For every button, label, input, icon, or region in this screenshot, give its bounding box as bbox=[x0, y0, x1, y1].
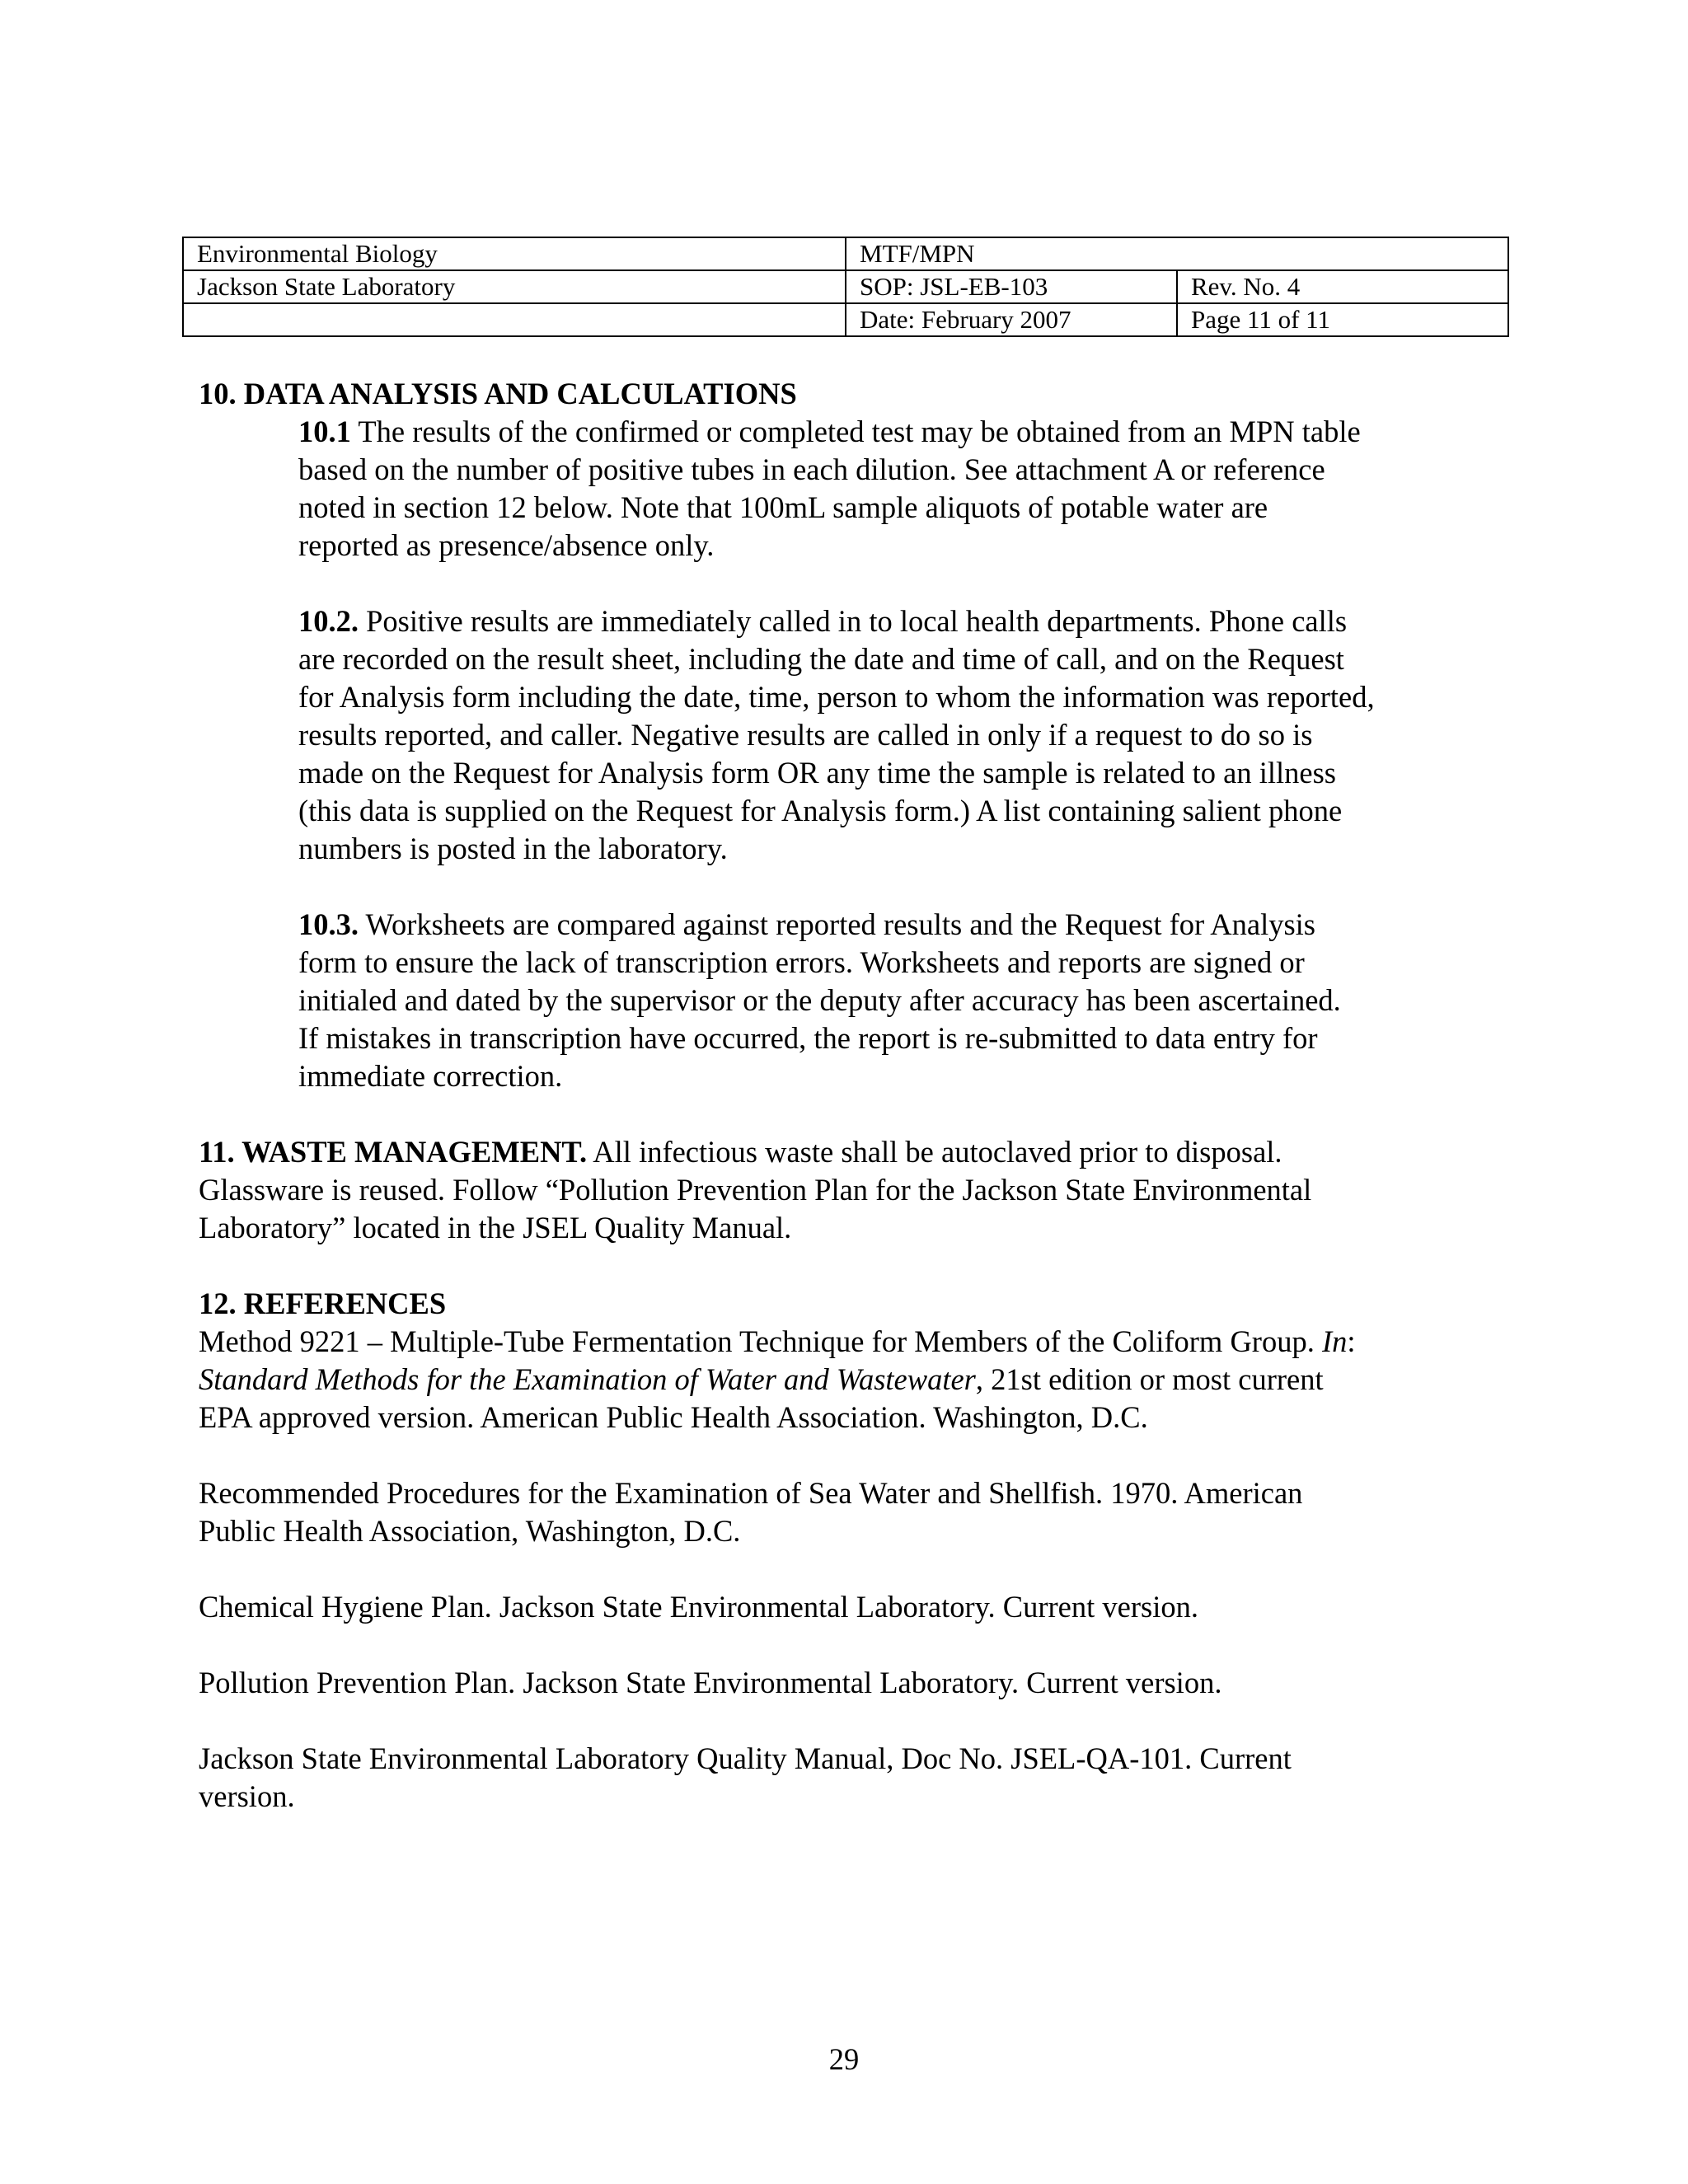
reference-3: Chemical Hygiene Plan. Jackson State Environmental Laboratory. Current version. bbox=[199, 1590, 1198, 1624]
paragraph-10-2-line-4: results reported, and caller. Negative results are called in only if a request to do so is bbox=[298, 718, 1313, 752]
paragraph-10-1 bbox=[298, 413, 1517, 565]
header-row-1 bbox=[183, 237, 1508, 270]
section-11-heading: 11. WASTE MANAGEMENT. bbox=[199, 1135, 588, 1169]
header-lab-name: Jackson State Laboratory bbox=[183, 270, 846, 303]
reference-1-colon: : bbox=[1347, 1324, 1356, 1358]
paragraph-10-3-line-2: form to ensure the lack of transcription errors. Worksheets and reports are signed or bbox=[298, 945, 1305, 979]
paragraph-10-2-line-1: Positive results are immediately called in to local health departments. Phone calls bbox=[359, 604, 1348, 638]
paragraph-10-3-line-3: initialed and dated by the supervisor or the deputy after accuracy has been ascertained. bbox=[298, 983, 1341, 1017]
reference-5-line-1: Jackson State Environmental Laboratory Quality Manual, Doc No. JSEL-QA-101. Current bbox=[199, 1741, 1292, 1775]
paragraph-10-3-line-1: Worksheets are compared against reported results and the Request for Analysis bbox=[359, 907, 1316, 941]
section-10-body bbox=[199, 413, 1517, 1095]
document-body bbox=[199, 375, 1517, 1816]
page-number: 29 bbox=[828, 2042, 860, 2076]
header-revision: Rev. No. 4 bbox=[1177, 270, 1508, 303]
reference-1-book-title: Standard Methods for the Examination of Water and Wastewater bbox=[199, 1362, 976, 1396]
paragraph-10-2-line-2: are recorded on the result sheet, including the date and time of call, and on the Request bbox=[298, 642, 1344, 676]
paragraph-10-3-line-5: immediate correction. bbox=[298, 1059, 563, 1093]
paragraph-10-1-line-4: reported as presence/absence only. bbox=[298, 528, 715, 562]
paragraph-10-3-line-4: If mistakes in transcription have occurred, the report is re-submitted to data entry for bbox=[298, 1021, 1318, 1055]
section-11-line-1: All infectious waste shall be autoclaved prior to disposal. bbox=[587, 1135, 1282, 1169]
paragraph-10-1-number: 10.1 bbox=[298, 415, 351, 448]
paragraph-10-3 bbox=[298, 906, 1517, 1095]
reference-2 bbox=[199, 1474, 1517, 1550]
reference-2-line-1: Recommended Procedures for the Examination of Sea Water and Shellfish. 1970. American bbox=[199, 1476, 1303, 1510]
reference-1-line-3: EPA approved version. American Public Health Association. Washington, D.C. bbox=[199, 1400, 1148, 1434]
reference-5 bbox=[199, 1740, 1517, 1816]
paragraph-10-2 bbox=[298, 602, 1517, 868]
reference-4: Pollution Prevention Plan. Jackson State Environmental Laboratory. Current version. bbox=[199, 1666, 1222, 1699]
header-page-count: Page 11 of 11 bbox=[1177, 303, 1508, 336]
header-sop-number: SOP: JSL-EB-103 bbox=[846, 270, 1177, 303]
paragraph-10-2-line-5: made on the Request for Analysis form OR any time the sample is related to an illness bbox=[298, 756, 1336, 790]
header-empty-cell bbox=[183, 303, 846, 336]
paragraph-10-2-line-7: numbers is posted in the laboratory. bbox=[298, 832, 728, 865]
header-row-2 bbox=[183, 270, 1508, 303]
paragraph-10-1-line-3: noted in section 12 below. Note that 100mL sample aliquots of potable water are bbox=[298, 490, 1268, 524]
reference-1-edition: , 21st edition or most current bbox=[975, 1362, 1324, 1396]
paragraph-10-2-number: 10.2. bbox=[298, 604, 359, 638]
reference-5-line-2: version. bbox=[199, 1779, 295, 1813]
header-department: Environmental Biology bbox=[183, 237, 846, 270]
reference-1-in: In bbox=[1321, 1324, 1348, 1358]
header-method: MTF/MPN bbox=[846, 237, 1508, 270]
paragraph-10-1-line-1: The results of the confirmed or completed test may be obtained from an MPN table bbox=[350, 415, 1361, 448]
paragraph-10-3-number: 10.3. bbox=[298, 907, 359, 941]
section-11 bbox=[199, 1133, 1517, 1247]
paragraph-10-2-line-6: (this data is supplied on the Request for Analysis form.) A list containing salient phone bbox=[298, 794, 1343, 827]
paragraph-10-1-line-2: based on the number of positive tubes in each dilution. See attachment A or reference bbox=[298, 452, 1325, 486]
sop-header-table bbox=[182, 237, 1509, 337]
reference-2-line-2: Public Health Association, Washington, D.C. bbox=[199, 1514, 741, 1548]
header-row-3 bbox=[183, 303, 1508, 336]
section-11-line-2: Glassware is reused. Follow “Pollution Prevention Plan for the Jackson State Environmental bbox=[199, 1173, 1312, 1207]
header-date: Date: February 2007 bbox=[846, 303, 1177, 336]
section-10-heading: 10. DATA ANALYSIS AND CALCULATIONS bbox=[199, 377, 797, 410]
paragraph-10-2-line-3: for Analysis form including the date, time, person to whom the information was reported, bbox=[298, 680, 1375, 714]
section-12-heading: 12. REFERENCES bbox=[199, 1286, 447, 1320]
section-11-line-3: Laboratory” located in the JSEL Quality Manual. bbox=[199, 1211, 792, 1244]
reference-1-line-1: Method 9221 – Multiple-Tube Fermentation Technique for Members of the Coliform Group. bbox=[199, 1324, 1322, 1358]
reference-1 bbox=[199, 1323, 1517, 1436]
